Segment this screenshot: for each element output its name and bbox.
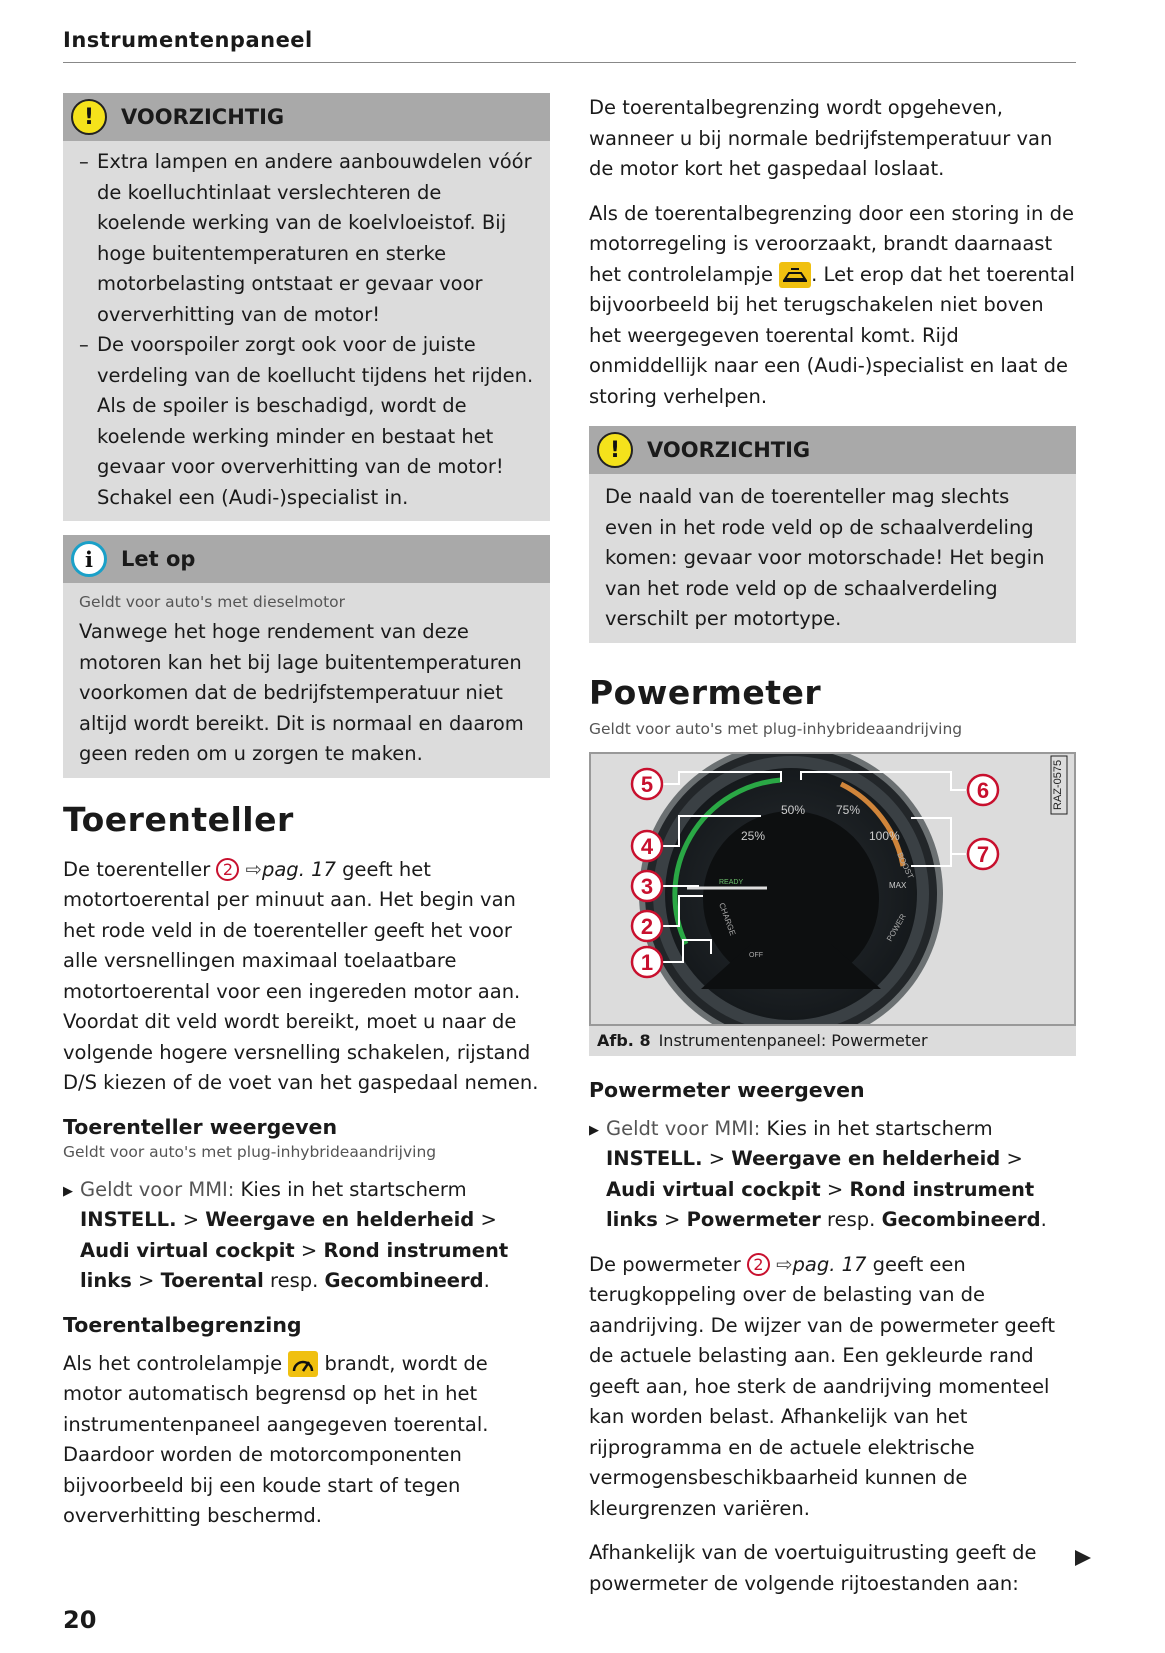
callout-ref: 2 bbox=[216, 858, 239, 881]
note-body bbox=[63, 583, 550, 778]
left-column bbox=[63, 93, 550, 1546]
powermeter-figure bbox=[589, 752, 1076, 1026]
callout-4: 4 bbox=[640, 833, 654, 859]
warning-header bbox=[63, 93, 550, 141]
toerentalbegrenzing-text: Als het controlelampje brandt, wordt de motor automatisch begrensd op het in het instrumentenpaneel aangegeven toerental. Daardoor worden de motorcomponenten bijvoorbeeld bij een koude start of tegen oververhitting beschermd. bbox=[63, 1351, 489, 1527]
powermeter-illustration bbox=[591, 754, 1074, 1024]
rpm-limit-lamp-icon bbox=[288, 1351, 318, 1377]
callout-5: 5 bbox=[640, 771, 654, 797]
running-header: Instrumentenpaneel bbox=[63, 28, 313, 52]
callout-6: 6 bbox=[976, 777, 990, 803]
figure-code: RAZ-0575 bbox=[1052, 759, 1064, 810]
callout-ref: 2 bbox=[747, 1253, 770, 1276]
bullet-triangle-icon: ▶ bbox=[63, 1183, 73, 1199]
toerenteller-intro: De toerenteller 2 ⇨pag. 17 geeft het motortoerental per minuut aan. Het begin van het rode veld in de toerenteller geeft het voor alle versnellingen maximaal toelaatbare motortoerental voor een ingereden motor aan. Voordat dit veld wordt bereikt, moet u naar de volgende hogere versnelling schakelen, rijstand D/S kiezen of de voet van het gaspedaal nemen. bbox=[63, 857, 539, 1094]
section-title-powermeter: Powermeter bbox=[589, 672, 822, 712]
scale-charge: CHARGE bbox=[717, 901, 738, 937]
page-ref-arrow: ⇨ bbox=[245, 857, 262, 881]
page-ref-arrow: ⇨ bbox=[776, 1252, 793, 1276]
callout-1: 1 bbox=[640, 949, 654, 975]
paragraph: Afhankelijk van de voertuiguitrusting geeft de powermeter de volgende rijtoestanden aan: bbox=[589, 1541, 1037, 1595]
paragraph: Als de toerentalbegrenzing door een storing in de motorregeling is veroorzaakt, brandt daarnaast het controlelampje . Let erop dat het toerental bijvoorbeeld bij het terugschakelen niet boven het weergegeven toerental komt. Rijd onmiddellijk naar een (Audi-)specialist en laat de storing verhelpen. bbox=[589, 201, 1075, 408]
scale-25: 25% bbox=[741, 828, 766, 843]
warning-icon: ! bbox=[71, 99, 107, 135]
note-applies: Geldt voor auto's met dieselmotor bbox=[79, 593, 346, 611]
applies-note: Geldt voor auto's met plug-inhybrideaandrijving bbox=[589, 719, 963, 738]
page-ref-link[interactable]: pag. 17 bbox=[792, 1252, 867, 1276]
callout-3: 3 bbox=[640, 873, 654, 899]
callout-7: 7 bbox=[976, 841, 990, 867]
applies-note: Geldt voor auto's met plug-inhybrideaandrijving bbox=[63, 1142, 437, 1161]
bullet-triangle-icon: ▶ bbox=[589, 1122, 599, 1138]
subheading-toerentalbegrenzing: Toerentalbegrenzing bbox=[63, 1312, 302, 1337]
warning-box bbox=[63, 93, 550, 521]
note-title: Let op bbox=[121, 547, 196, 571]
info-icon: i bbox=[71, 541, 107, 577]
figure-caption: Afb. 8 Instrumentenpaneel: Powermeter bbox=[589, 1026, 1076, 1056]
scale-ready: READY bbox=[719, 878, 744, 886]
continue-arrow-icon bbox=[1075, 1550, 1091, 1566]
warning-icon: ! bbox=[597, 432, 633, 468]
warning-title: VOORZICHTIG bbox=[121, 105, 285, 129]
subheading-toerenteller-weergeven: Toerenteller weergeven bbox=[63, 1114, 338, 1139]
right-column bbox=[589, 93, 1076, 1613]
callout-2: 2 bbox=[640, 913, 654, 939]
note-box bbox=[63, 535, 550, 778]
scale-100: 100% bbox=[869, 828, 900, 843]
scale-50: 50% bbox=[781, 802, 806, 817]
warning-item: – Extra lampen en andere aanbouwdelen vóór de koelluchtinlaat verslechteren de koelende werking van de koelvloeistof. Bij hoge buitentemperaturen en sterke motorbelasting ontstaat er gevaar voor oververhitting van de motor! bbox=[79, 150, 532, 326]
paragraph: De toerentalbegrenzing wordt opgeheven, wanneer u bij normale bedrijfstemperatuur van de motor kort het gaspedaal loslaat. bbox=[589, 96, 1053, 180]
warning-body bbox=[63, 141, 550, 521]
page-number: 20 bbox=[63, 1606, 97, 1634]
warning-item: – De voorspoiler zorgt ook voor de juiste verdeling van de koellucht tijdens het rijden. Als de spoiler is beschadigd, wordt de koelende werking minder en bestaat het gevaar voor oververhitting van de motor! Schakel een (Audi-)specialist in. bbox=[79, 333, 534, 509]
scale-75: 75% bbox=[836, 802, 861, 817]
subheading-powermeter-weergeven: Powermeter weergeven bbox=[589, 1077, 865, 1102]
header-divider bbox=[63, 62, 1076, 63]
note-header bbox=[63, 535, 550, 583]
scale-power: POWER bbox=[884, 911, 908, 943]
powermeter-text: De powermeter 2 ⇨pag. 17 geeft een terugkoppeling over de belasting van de aandrijving. De wijzer van de powermeter geeft de actuele belasting aan. Een gekleurde rand geeft aan, hoe sterk de aandrijving momenteel kan worden belast. Afhankelijk van het rijprogramma en de actuele elektrische vermogensbeschikbaarheid kunnen de kleurgrenzen variëren. bbox=[589, 1252, 1055, 1520]
engine-fault-lamp-icon bbox=[779, 262, 811, 288]
instruction-step: ▶ Geldt voor MMI: Kies in het startscherm INSTELL. > Weergave en helderheid > Audi virtual cockpit > Rond instrument links > Toerental resp. Gecombineerd. bbox=[63, 1175, 550, 1297]
page-ref-link[interactable]: pag. 17 bbox=[261, 857, 336, 881]
warning-title: VOORZICHTIG bbox=[647, 438, 811, 462]
note-text: Vanwege het hoge rendement van deze motoren kan het bij lage buitentemperaturen voorkomen dat de bedrijfstemperatuur niet altijd wordt bereikt. Dit is normaal en daarom geen reden om u zorgen te maken. bbox=[79, 620, 524, 765]
scale-off: OFF bbox=[749, 951, 763, 959]
warning-box bbox=[589, 426, 1076, 643]
instruction-step: ▶ Geldt voor MMI: Kies in het startscherm INSTELL. > Weergave en helderheid > Audi virtual cockpit > Rond instrument links > Powermeter resp. Gecombineerd. bbox=[589, 1114, 1076, 1236]
scale-boost: BOOST bbox=[895, 850, 916, 880]
scale-max: MAX bbox=[889, 880, 907, 890]
warning-header bbox=[589, 426, 1076, 474]
warning-body: De naald van de toerenteller mag slechts even in het rode veld op de schaalverdeling komen: gevaar voor motorschade! Het begin van het rode veld op de schaalverdeling verschilt per motortype. bbox=[605, 485, 1045, 630]
section-title-toerenteller: Toerenteller bbox=[63, 799, 294, 839]
